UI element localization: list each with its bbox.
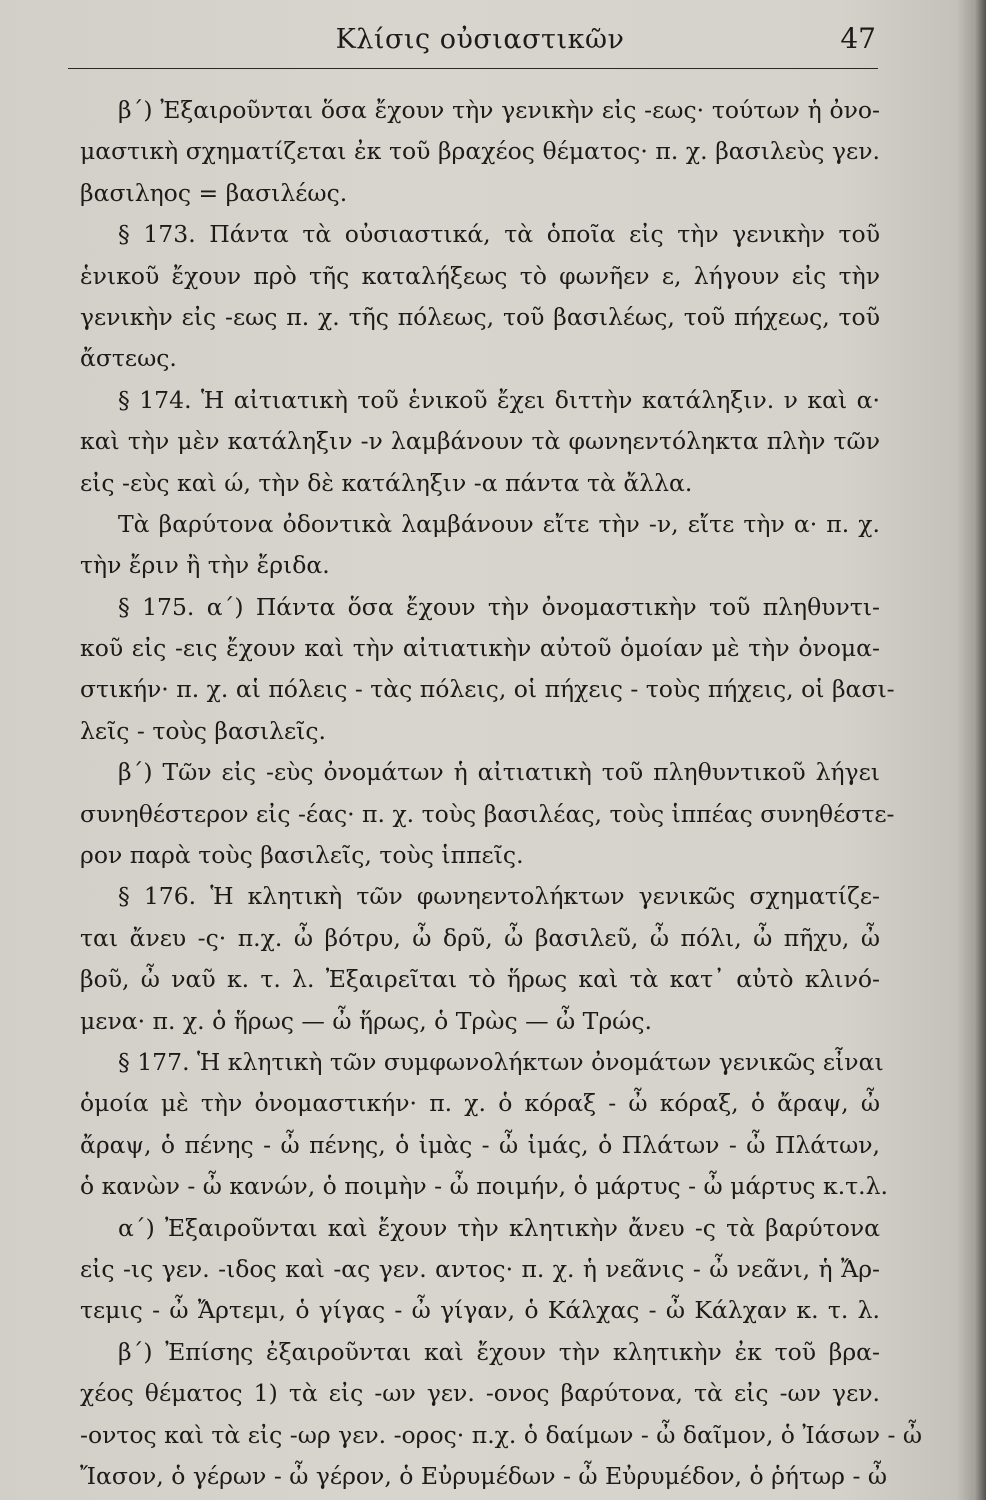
text-line: γενικὴν εἰς -εως π. χ. τῆς πόλεως, τοῦ βασιλέως, τοῦ πήχεως, τοῦ [80,302,880,331]
text-line: ται ἄνευ -ς· π.χ. ὦ βότρυ, ὦ δρῦ, ὦ βασιλεῦ, ὦ πόλι, ὦ πῆχυ, ὦ [80,923,880,952]
text-line: λεῖς - τοὺς βασιλεῖς. [80,716,327,745]
text-line: § 174. Ἡ αἰτιατικὴ τοῦ ἑνικοῦ ἔχει διττὴν κατάληξιν. ν καὶ α· [118,385,880,414]
text-line: συνηθέστερον εἰς -έας· π. χ. τοὺς βασιλέας, τοὺς ἱππέας συνηθέστε- [80,799,895,828]
text-line: § 176. Ἡ κλητικὴ τῶν φωνηεντολήκτων γενικῶς σχηματίζε- [118,882,880,911]
text-line: κοῦ εἰς -εις ἔχουν καὶ τὴν αἰτιατικὴν αὐτοῦ ὁμοίαν μὲ τὴν ὀνομα- [80,634,880,663]
text-line: βοῦ, ὦ ναῦ κ. τ. λ. Ἐξαιρεῖται τὸ ἥρως καὶ τὰ κατ᾿ αὐτὸ κλινό- [80,965,880,994]
header-rule [68,68,878,69]
text-line: εἰς -ις γεν. -ιδος καὶ -ας γεν. αντος· π. χ. ἡ νεᾶνις - ὦ νεᾶνι, ἡ Ἄρ- [80,1254,880,1283]
text-line: ἄραψ, ὁ πένης - ὦ πένης, ὁ ἱμὰς - ὦ ἱμάς, ὁ Πλάτων - ὦ Πλάτων, [80,1130,880,1159]
text-line: τεμις - ὦ Ἄρτεμι, ὁ γίγας - ὦ γίγαν, ὁ Κάλχας - ὦ Κάλχαν κ. τ. λ. [80,1296,880,1325]
text-line: § 175. α΄) Πάντα ὅσα ἔχουν τὴν ὀνομαστικὴν τοῦ πληθυντι- [118,592,880,621]
page-header [80,18,880,66]
running-title: Κλίσις οὐσιαστικῶν [335,24,625,55]
text-line: α΄) Ἐξαιροῦνται καὶ ἔχουν τὴν κλητικὴν ἄνευ -ς τὰ βαρύτονα [118,1213,880,1242]
text-line: στικήν· π. χ. αἱ πόλεις - τὰς πόλεις, οἱ πήχεις - τοὺς πήχεις, οἱ βασι- [80,675,895,704]
text-line: βασιληος = βασιλέως. [80,178,348,207]
text-line: ρον παρὰ τοὺς βασιλεῖς, τοὺς ἱππεῖς. [80,841,524,870]
text-line: β΄) Τῶν εἰς -εὺς ὀνομάτων ἡ αἰτιατικὴ τοῦ πληθυντικοῦ λήγει [118,758,880,787]
body-text [80,90,923,1497]
text-line: μαστικὴ σχηματίζεται ἐκ τοῦ βραχέος θέματος· π. χ. βασιλεὺς γεν. [80,137,880,166]
text-line: καὶ τὴν μὲν κατάληξιν -ν λαμβάνουν τὰ φωνηεντόληκτα πλὴν τῶν [80,427,880,456]
text-line: μενα· π. χ. ὁ ἥρως — ὦ ἥρως, ὁ Τρὼς — ὦ Τρώς. [80,1006,652,1035]
page-number: 47 [840,22,876,55]
text-line: Τὰ βαρύτονα ὀδοντικὰ λαμβάνουν εἴτε τὴν -ν, εἴτε τὴν α· π. χ. [118,509,880,538]
text-line: ὁμοία μὲ τὴν ὀνομαστικήν· π. χ. ὁ κόραξ - ὦ κόραξ, ὁ ἄραψ, ὦ [80,1089,880,1118]
text-line: χέος θέματος 1) τὰ εἰς -ων γεν. -ονος βαρύτονα, τὰ εἰς -ων γεν. [80,1379,880,1408]
text-line: § 173. Πάντα τὰ οὐσιαστικά, τὰ ὁποῖα εἰς τὴν γενικὴν τοῦ [118,220,880,249]
text-line: ἄστεως. [80,344,177,373]
text-line: β΄) Ἐξαιροῦνται ὅσα ἔχουν τὴν γενικὴν εἰς -εως· τούτων ἡ ὀνο- [118,96,880,124]
text-line: -οντος καὶ τὰ εἰς -ωρ γεν. -ορος· π.χ. ὁ δαίμων - ὦ δαῖμον, ὁ Ἰάσων - ὦ [80,1420,923,1449]
text-line: ὁ κανὼν - ὦ κανών, ὁ ποιμὴν - ὦ ποιμήν, ὁ μάρτυς - ὦ μάρτυς κ.τ.λ. [80,1172,889,1201]
text-line: τὴν ἔριν ἢ τὴν ἔριδα. [80,551,330,580]
text-line: ἑνικοῦ ἔχουν πρὸ τῆς καταλήξεως τὸ φωνῆεν ε, λήγουν εἰς τὴν [80,261,880,290]
text-line: εἰς -εὺς καὶ ώ, τὴν δὲ κατάληξιν -α πάντα τὰ ἄλλα. [80,468,693,497]
text-line: β΄) Ἐπίσης ἐξαιροῦνται καὶ ἔχουν τὴν κλητικὴν ἐκ τοῦ βρα- [118,1337,880,1366]
text-line: § 177. Ἡ κλητικὴ τῶν συμφωνολήκτων ὀνομάτων γενικῶς εἶναι [118,1047,884,1076]
page-edge-shadow [974,0,986,1500]
text-line: Ἴασον, ὁ γέρων - ὦ γέρον, ὁ Εὐρυμέδων - ὦ Εὐρυμέδον, ὁ ῥήτωρ - ὦ [80,1461,888,1490]
